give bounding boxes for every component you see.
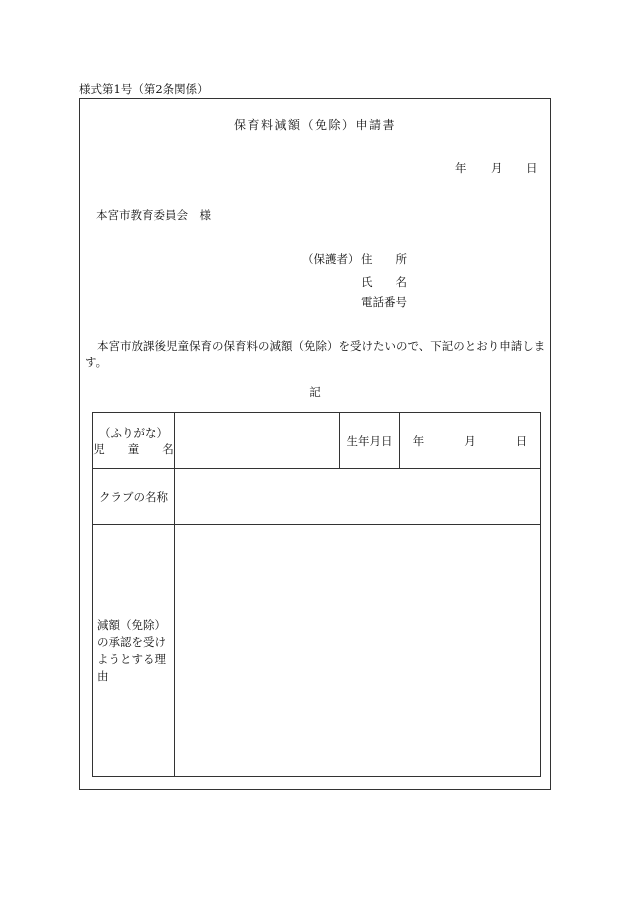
dob-day-label: 日 — [515, 433, 528, 448]
addressee: 本宮市教育委員会 様 — [96, 208, 211, 222]
club-name-label: クラブの名称 — [93, 469, 175, 525]
child-name-label-cell — [93, 413, 175, 469]
guardian-label: （保護者） — [302, 252, 360, 266]
reason-row — [93, 525, 541, 777]
date-day-label: 日 — [526, 161, 538, 175]
date-of-birth-label: 生年月日 — [340, 413, 400, 469]
reason-field[interactable] — [175, 525, 541, 777]
date-of-birth-field[interactable] — [400, 413, 541, 469]
detail-table — [92, 412, 541, 777]
date-year-label: 年 — [455, 161, 467, 175]
club-row — [93, 469, 541, 525]
document-title: 保育料減額（免除）申請書 — [233, 118, 396, 132]
form-number: 様式第1号（第2条関係） — [79, 82, 209, 96]
guardian-name-label: 氏 名 — [361, 275, 407, 289]
furigana-label: （ふりがな） — [99, 425, 168, 440]
guardian-phone-label: 電話番号 — [361, 295, 407, 309]
child-name-field[interactable] — [175, 413, 340, 469]
reason-label: 減額（免除）の承認を受けようとする理由 — [93, 525, 175, 777]
ki-heading: 記 — [309, 385, 321, 399]
date-month-label: 月 — [491, 161, 503, 175]
child-name-label: 児 童 名 — [93, 441, 174, 456]
child-row — [93, 413, 541, 469]
dob-month-label: 月 — [464, 433, 476, 448]
club-name-field[interactable] — [175, 469, 541, 525]
guardian-address-label: 住 所 — [361, 252, 407, 266]
dob-year-label: 年 — [412, 433, 425, 448]
application-statement: 本宮市放課後児童保育の保育料の減額（免除）を受けたいので、下記のとおり申請します。 — [85, 339, 546, 369]
